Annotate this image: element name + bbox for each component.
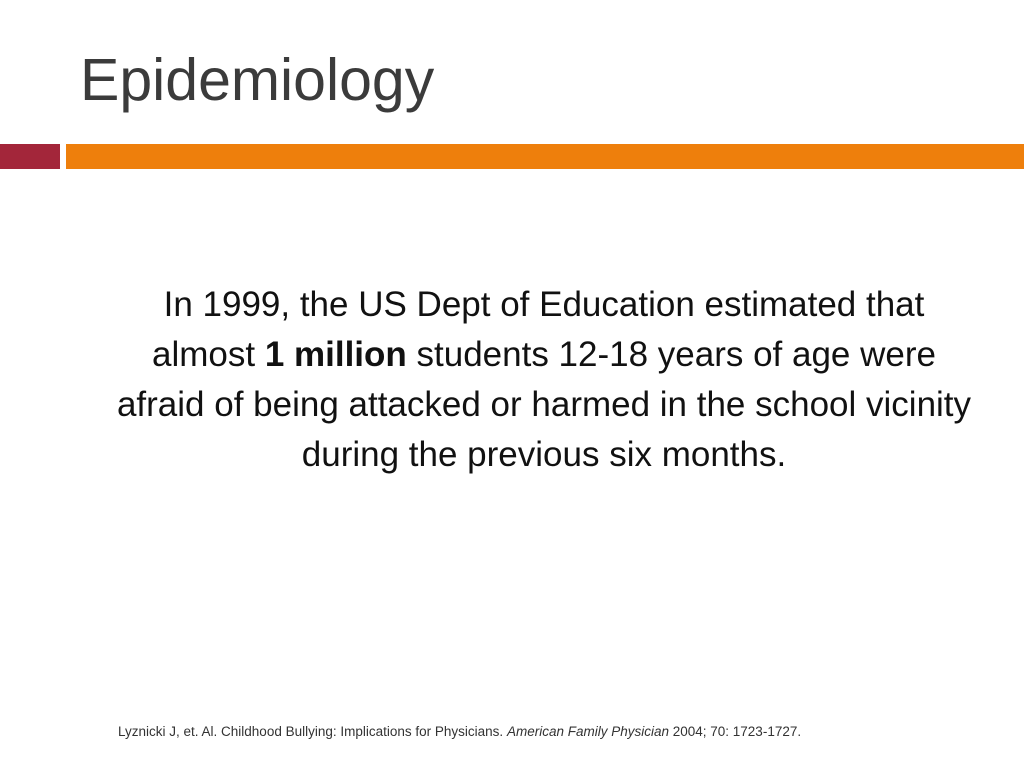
citation-journal: American Family Physician (506, 724, 669, 739)
citation-details: 2004; 70: 1723-1727. (668, 724, 802, 739)
body-text-after: students 12-18 years of age were afraid of being attacked or harmed in the school vicinity during the previous six months. (116, 335, 972, 474)
body-text-before: In 1999, the US Dept of Education estimated that almost (152, 285, 925, 374)
citation (118, 724, 801, 739)
slide-title: Epidemiology (80, 47, 435, 113)
accent-bar-right (66, 144, 1024, 169)
body-emphasis: 1 million (264, 335, 407, 374)
body-paragraph (110, 280, 978, 480)
accent-bar-left (0, 144, 60, 169)
citation-authors-title: Lyznicki J, et. Al. Childhood Bullying: Implications for Physicians. (118, 724, 507, 739)
